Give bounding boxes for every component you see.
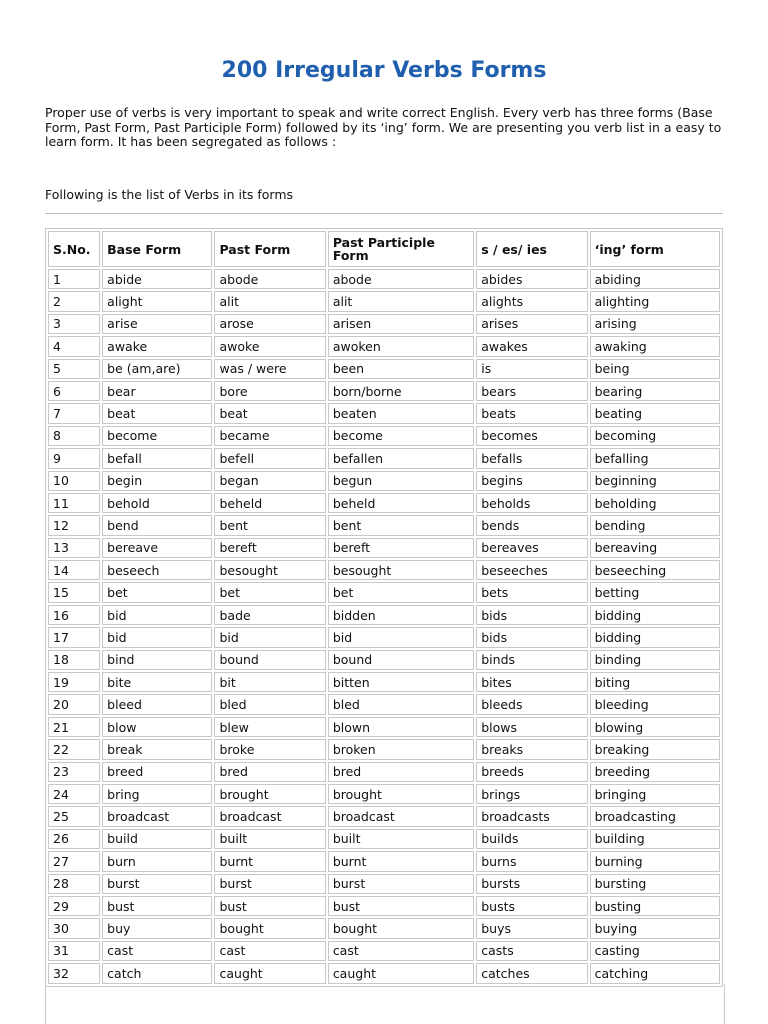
cell-s-es-ies: bereaves <box>476 538 587 558</box>
table-row <box>48 717 720 737</box>
cell-ing-form: befalling <box>590 448 720 468</box>
cell-base-form: awake <box>102 336 212 356</box>
cell-s-es-ies: burns <box>476 851 587 871</box>
table-row <box>48 941 720 961</box>
cell-base-form: bring <box>102 784 212 804</box>
cell-ing-form: becoming <box>590 426 720 446</box>
cell-s-es-ies: bleeds <box>476 694 587 714</box>
table-row <box>48 896 720 916</box>
cell-base-form: bear <box>102 381 212 401</box>
cell-ing-form: bending <box>590 515 720 535</box>
cell-past-participle: bred <box>328 762 474 782</box>
cell-s-es-ies: casts <box>476 941 587 961</box>
table-row <box>48 650 720 670</box>
cell-ing-form: beseeching <box>590 560 720 580</box>
cell-past-form: built <box>214 829 325 849</box>
header-s-es-ies: s / es/ ies <box>476 231 587 267</box>
cell-past-form: bust <box>214 896 325 916</box>
cell-base-form: burst <box>102 874 212 894</box>
table-row <box>48 806 720 826</box>
cell-base-form: bet <box>102 582 212 602</box>
cell-past-participle: bid <box>328 627 474 647</box>
cell-past-form: cast <box>214 941 325 961</box>
cell-s-es-ies: bears <box>476 381 587 401</box>
cell-s-es-ies: beholds <box>476 493 587 513</box>
cell-past-form: arose <box>214 314 325 334</box>
cell-past-form: broadcast <box>214 806 325 826</box>
cell-base-form: alight <box>102 291 212 311</box>
table-row <box>48 426 720 446</box>
cell-sno: 6 <box>48 381 100 401</box>
cell-past-participle: caught <box>328 963 474 983</box>
cell-base-form: bleed <box>102 694 212 714</box>
cell-past-participle: cast <box>328 941 474 961</box>
cell-sno: 30 <box>48 918 100 938</box>
cell-past-form: awoke <box>214 336 325 356</box>
cell-ing-form: broadcasting <box>590 806 720 826</box>
cell-past-participle: bound <box>328 650 474 670</box>
cell-base-form: breed <box>102 762 212 782</box>
cell-s-es-ies: befalls <box>476 448 587 468</box>
header-sno: S.No. <box>48 231 100 267</box>
cell-past-form: broke <box>214 739 325 759</box>
cell-past-form: bade <box>214 605 325 625</box>
cell-s-es-ies: awakes <box>476 336 587 356</box>
cell-s-es-ies: binds <box>476 650 587 670</box>
cell-sno: 19 <box>48 672 100 692</box>
header-ing-form: ‘ing’ form <box>590 231 720 267</box>
cell-past-participle: bidden <box>328 605 474 625</box>
cell-ing-form: alighting <box>590 291 720 311</box>
cell-past-participle: arisen <box>328 314 474 334</box>
cell-s-es-ies: blows <box>476 717 587 737</box>
cell-ing-form: blowing <box>590 717 720 737</box>
cell-past-form: bent <box>214 515 325 535</box>
table-row <box>48 493 720 513</box>
table-row <box>48 739 720 759</box>
cell-past-form: bit <box>214 672 325 692</box>
table-row <box>48 762 720 782</box>
cell-ing-form: bringing <box>590 784 720 804</box>
cell-s-es-ies: is <box>476 359 587 379</box>
verbs-table <box>45 228 723 987</box>
cell-sno: 9 <box>48 448 100 468</box>
cell-past-participle: bitten <box>328 672 474 692</box>
cell-s-es-ies: arises <box>476 314 587 334</box>
header-past-form: Past Form <box>214 231 325 267</box>
cell-ing-form: beginning <box>590 471 720 491</box>
cell-past-participle: broadcast <box>328 806 474 826</box>
cell-base-form: break <box>102 739 212 759</box>
cell-sno: 23 <box>48 762 100 782</box>
cell-past-form: bred <box>214 762 325 782</box>
cell-past-form: bled <box>214 694 325 714</box>
cell-s-es-ies: builds <box>476 829 587 849</box>
table-row <box>48 851 720 871</box>
cell-sno: 2 <box>48 291 100 311</box>
cell-s-es-ies: bites <box>476 672 587 692</box>
cell-base-form: blow <box>102 717 212 737</box>
table-row <box>48 918 720 938</box>
table-row <box>48 560 720 580</box>
cell-base-form: be (am,are) <box>102 359 212 379</box>
cell-ing-form: arising <box>590 314 720 334</box>
cell-base-form: bid <box>102 627 212 647</box>
cell-past-participle: alit <box>328 291 474 311</box>
cell-ing-form: awaking <box>590 336 720 356</box>
cell-ing-form: biting <box>590 672 720 692</box>
cell-base-form: build <box>102 829 212 849</box>
cell-past-form: bet <box>214 582 325 602</box>
table-row <box>48 269 720 289</box>
cell-past-form: was / were <box>214 359 325 379</box>
cell-sno: 5 <box>48 359 100 379</box>
cell-past-form: bought <box>214 918 325 938</box>
cell-past-participle: born/borne <box>328 381 474 401</box>
cell-s-es-ies: bids <box>476 627 587 647</box>
table-row <box>48 314 720 334</box>
cell-s-es-ies: bids <box>476 605 587 625</box>
cell-s-es-ies: becomes <box>476 426 587 446</box>
cell-past-participle: bent <box>328 515 474 535</box>
cell-past-participle: burnt <box>328 851 474 871</box>
cell-sno: 28 <box>48 874 100 894</box>
cell-ing-form: beholding <box>590 493 720 513</box>
table-row <box>48 381 720 401</box>
cell-past-form: began <box>214 471 325 491</box>
cell-past-form: became <box>214 426 325 446</box>
table-row <box>48 963 720 983</box>
cell-sno: 12 <box>48 515 100 535</box>
cell-base-form: begin <box>102 471 212 491</box>
cell-past-form: caught <box>214 963 325 983</box>
cell-s-es-ies: alights <box>476 291 587 311</box>
cell-past-form: bore <box>214 381 325 401</box>
cell-base-form: arise <box>102 314 212 334</box>
table-row <box>48 874 720 894</box>
cell-sno: 27 <box>48 851 100 871</box>
cell-past-participle: broken <box>328 739 474 759</box>
cell-s-es-ies: bets <box>476 582 587 602</box>
cell-base-form: become <box>102 426 212 446</box>
cell-s-es-ies: bursts <box>476 874 587 894</box>
cell-ing-form: building <box>590 829 720 849</box>
table-row <box>48 627 720 647</box>
cell-past-form: beheld <box>214 493 325 513</box>
cell-base-form: bind <box>102 650 212 670</box>
cell-ing-form: burning <box>590 851 720 871</box>
cell-sno: 20 <box>48 694 100 714</box>
cell-base-form: befall <box>102 448 212 468</box>
cell-sno: 3 <box>48 314 100 334</box>
cell-base-form: behold <box>102 493 212 513</box>
cell-ing-form: buying <box>590 918 720 938</box>
cell-base-form: bid <box>102 605 212 625</box>
cell-past-participle: bust <box>328 896 474 916</box>
cell-sno: 11 <box>48 493 100 513</box>
cell-base-form: bite <box>102 672 212 692</box>
table-row <box>48 672 720 692</box>
cell-base-form: burn <box>102 851 212 871</box>
table-row <box>48 515 720 535</box>
table-row <box>48 471 720 491</box>
cell-ing-form: bearing <box>590 381 720 401</box>
cell-past-participle: bet <box>328 582 474 602</box>
cell-sno: 18 <box>48 650 100 670</box>
divider <box>45 213 723 214</box>
cell-ing-form: bursting <box>590 874 720 894</box>
cell-past-participle: brought <box>328 784 474 804</box>
cell-sno: 22 <box>48 739 100 759</box>
cell-sno: 13 <box>48 538 100 558</box>
cell-past-form: bereft <box>214 538 325 558</box>
cell-sno: 25 <box>48 806 100 826</box>
table-row <box>48 582 720 602</box>
cell-s-es-ies: beats <box>476 403 587 423</box>
cell-s-es-ies: brings <box>476 784 587 804</box>
cell-past-form: befell <box>214 448 325 468</box>
list-label: Following is the list of Verbs in its forms <box>45 187 294 202</box>
cell-ing-form: binding <box>590 650 720 670</box>
cell-sno: 14 <box>48 560 100 580</box>
cell-ing-form: bidding <box>590 605 720 625</box>
cell-s-es-ies: broadcasts <box>476 806 587 826</box>
table-header-row <box>48 231 720 267</box>
cell-base-form: abide <box>102 269 212 289</box>
cell-sno: 7 <box>48 403 100 423</box>
cell-past-participle: abode <box>328 269 474 289</box>
cell-sno: 21 <box>48 717 100 737</box>
cell-sno: 10 <box>48 471 100 491</box>
cell-ing-form: beating <box>590 403 720 423</box>
intro-paragraph: Proper use of verbs is very important to speak and write correct English. Every verb has three forms (Base Form, Past Form, Past Participle Form) followed by its ‘ing’ form. We are presenting you verb list in a easy to learn form. It has been segregated as follows : <box>45 105 722 149</box>
cell-ing-form: being <box>590 359 720 379</box>
cell-past-form: burnt <box>214 851 325 871</box>
cell-past-participle: bled <box>328 694 474 714</box>
cell-past-participle: burst <box>328 874 474 894</box>
page-title: 200 Irregular Verbs Forms <box>221 58 547 83</box>
cell-base-form: bust <box>102 896 212 916</box>
cell-past-participle: blown <box>328 717 474 737</box>
cell-past-form: blew <box>214 717 325 737</box>
cell-past-participle: beheld <box>328 493 474 513</box>
cell-past-form: alit <box>214 291 325 311</box>
cell-sno: 16 <box>48 605 100 625</box>
cell-ing-form: bleeding <box>590 694 720 714</box>
cell-past-participle: bought <box>328 918 474 938</box>
cell-base-form: catch <box>102 963 212 983</box>
cell-sno: 4 <box>48 336 100 356</box>
cell-s-es-ies: breeds <box>476 762 587 782</box>
cell-base-form: beseech <box>102 560 212 580</box>
cell-sno: 31 <box>48 941 100 961</box>
cell-base-form: bereave <box>102 538 212 558</box>
cell-sno: 24 <box>48 784 100 804</box>
table-row <box>48 784 720 804</box>
cell-ing-form: casting <box>590 941 720 961</box>
table-row <box>48 605 720 625</box>
table-body <box>48 269 720 984</box>
cell-ing-form: abiding <box>590 269 720 289</box>
cell-s-es-ies: begins <box>476 471 587 491</box>
cell-base-form: beat <box>102 403 212 423</box>
cell-past-participle: been <box>328 359 474 379</box>
table-row <box>48 448 720 468</box>
cell-past-participle: built <box>328 829 474 849</box>
cell-sno: 26 <box>48 829 100 849</box>
cell-base-form: bend <box>102 515 212 535</box>
cell-past-participle: besought <box>328 560 474 580</box>
table-row <box>48 359 720 379</box>
cell-s-es-ies: breaks <box>476 739 587 759</box>
cell-s-es-ies: busts <box>476 896 587 916</box>
table-row <box>48 829 720 849</box>
cell-sno: 8 <box>48 426 100 446</box>
cell-past-participle: begun <box>328 471 474 491</box>
cell-ing-form: betting <box>590 582 720 602</box>
cell-past-form: besought <box>214 560 325 580</box>
header-base-form: Base Form <box>102 231 212 267</box>
cell-base-form: buy <box>102 918 212 938</box>
table-row <box>48 694 720 714</box>
cell-past-participle: awoken <box>328 336 474 356</box>
cell-base-form: cast <box>102 941 212 961</box>
cell-s-es-ies: bends <box>476 515 587 535</box>
cell-past-form: burst <box>214 874 325 894</box>
cell-past-participle: befallen <box>328 448 474 468</box>
table-row <box>48 538 720 558</box>
cell-past-participle: bereft <box>328 538 474 558</box>
cell-ing-form: catching <box>590 963 720 983</box>
cell-ing-form: busting <box>590 896 720 916</box>
cell-past-form: brought <box>214 784 325 804</box>
cell-ing-form: breeding <box>590 762 720 782</box>
cell-sno: 29 <box>48 896 100 916</box>
cell-ing-form: bereaving <box>590 538 720 558</box>
cell-past-form: abode <box>214 269 325 289</box>
table-row <box>48 291 720 311</box>
cell-s-es-ies: buys <box>476 918 587 938</box>
cell-sno: 17 <box>48 627 100 647</box>
cell-past-form: bound <box>214 650 325 670</box>
cell-ing-form: bidding <box>590 627 720 647</box>
cell-s-es-ies: abides <box>476 269 587 289</box>
cell-past-participle: beaten <box>328 403 474 423</box>
table-row <box>48 336 720 356</box>
cell-s-es-ies: catches <box>476 963 587 983</box>
cell-past-form: bid <box>214 627 325 647</box>
cell-ing-form: breaking <box>590 739 720 759</box>
cell-sno: 32 <box>48 963 100 983</box>
table-row <box>48 403 720 423</box>
table-continuation <box>45 984 725 1024</box>
cell-sno: 15 <box>48 582 100 602</box>
cell-s-es-ies: beseeches <box>476 560 587 580</box>
cell-sno: 1 <box>48 269 100 289</box>
cell-base-form: broadcast <box>102 806 212 826</box>
cell-past-participle: become <box>328 426 474 446</box>
header-past-participle: Past Participle Form <box>328 231 474 267</box>
cell-past-form: beat <box>214 403 325 423</box>
